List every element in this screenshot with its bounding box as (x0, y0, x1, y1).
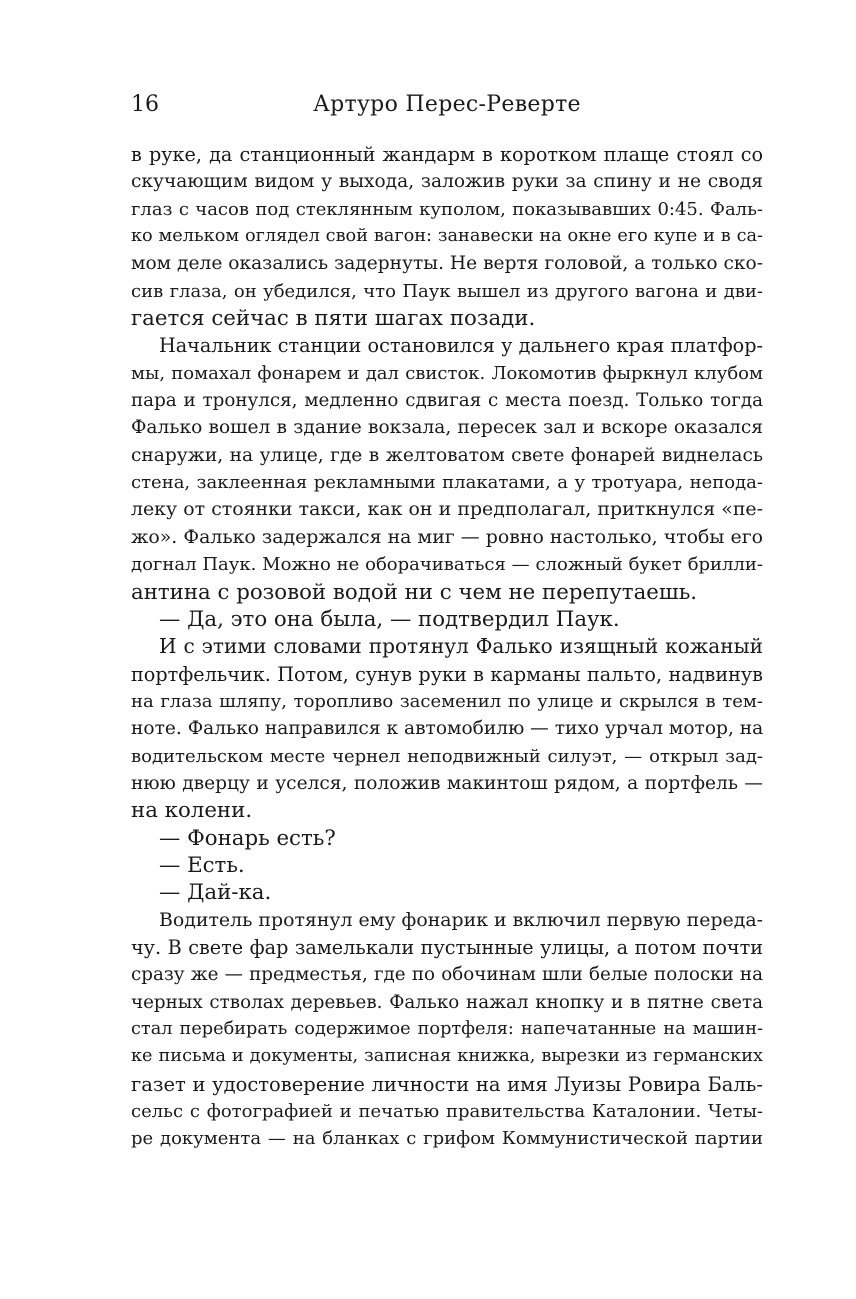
text-line: И с этими словами протянул Фалько изящный кожаный (159, 634, 763, 659)
text-line: ке письма и документы, записная книжка, вырезки из германских (131, 1046, 763, 1067)
text-line: стена, заклеенная рекламными плакатами, а у тротуара, непода- (131, 472, 763, 494)
text-line: ко мельком оглядел свой вагон: занавески на окне его купе и в са- (131, 226, 763, 247)
text-line: нюю дверцу и уселся, положив макинтош рядом, а портфель — (131, 772, 763, 794)
text-line: — Да, это она была, — подтвердил Паук. (159, 606, 620, 632)
text-line: — Дай-ка. (159, 880, 272, 906)
text-line: леку от стоянки такси, как он и предполагал, приткнулся «пе- (131, 498, 763, 521)
text-line: ноте. Фалько направился к автомобилю — тихо урчал мотор, на (131, 718, 763, 740)
text-line: газет и удостоверение личности на имя Луизы Ровира Баль- (131, 1072, 763, 1096)
text-line: на колени. (131, 798, 253, 824)
text-line: гается сейчас в пяти шагах позади. (131, 306, 536, 332)
text-line: в руке, да станционный жандарм в коротком плаще стоял со (131, 143, 763, 166)
page-number: 16 (131, 92, 159, 117)
text-line: пара и тронулся, медленно сдвигая с места поезд. Только тогда (131, 390, 763, 412)
text-line: снаружи, на улице, где в желтоватом свете фонарей виднелась (131, 444, 763, 466)
text-line: сельс с фотографией и печатью правительства Каталонии. Четы- (131, 1101, 763, 1123)
text-line: — Есть. (159, 852, 245, 878)
text-line: антина с розовой водой ни с чем не перепутаешь. (131, 579, 698, 605)
text-line: Начальник станции остановился у дальнего края платфор- (159, 334, 763, 358)
text-line: чу. В свете фар замелькали пустынные улицы, а потом почти (131, 935, 763, 959)
text-line: жо». Фалько задержался на миг — ровно настолько, чтобы его (131, 525, 763, 548)
text-line: ре документа — на бланках с грифом Коммунистической партии (131, 1128, 763, 1150)
text-line: глаз с часов под стеклянным куполом, показывавших 0:45. Фаль- (131, 198, 763, 220)
text-line: догнал Паук. Можно не оборачиваться — сложный букет брилли- (131, 554, 763, 576)
text-line: водительском месте чернел неподвижный силуэт, — открыл зад- (131, 745, 763, 767)
text-line: портфельчик. Потом, сунув руки в карманы пальто, надвинув (131, 662, 763, 686)
text-line: на глаза шляпу, торопливо засеменил по улице и скрылся в тем- (131, 690, 763, 712)
text-line: стал перебирать содержимое портфеля: напечатанные на машин- (131, 1019, 763, 1039)
book-title: Артуро Перес-Реверте (313, 92, 581, 117)
text-line: скучающим видом у выхода, заложив руки за спину и не сводя (131, 171, 763, 193)
body-text (131, 141, 763, 1153)
text-line: сразу же — предместья, где по обочинам шли белые полоски на (131, 964, 763, 986)
text-line: сив глаза, он убедился, что Паук вышел из другого вагона и дви- (131, 280, 763, 302)
text-line: — Фонарь есть? (159, 825, 336, 851)
running-head (131, 88, 763, 122)
text-line: мы, помахал фонарем и дал свисток. Локомотив фыркнул клубом (131, 362, 763, 384)
text-line: черных стволах деревьев. Фалько нажал кнопку и в пятне света (131, 991, 763, 1013)
text-line: Водитель протянул ему фонарик и включил первую переда- (159, 908, 763, 931)
text-line: мом деле оказались задернуты. Не вертя головой, а только ско- (131, 253, 763, 275)
text-line: Фалько вошел в здание вокзала, пересек зал и вскоре оказался (131, 417, 763, 439)
